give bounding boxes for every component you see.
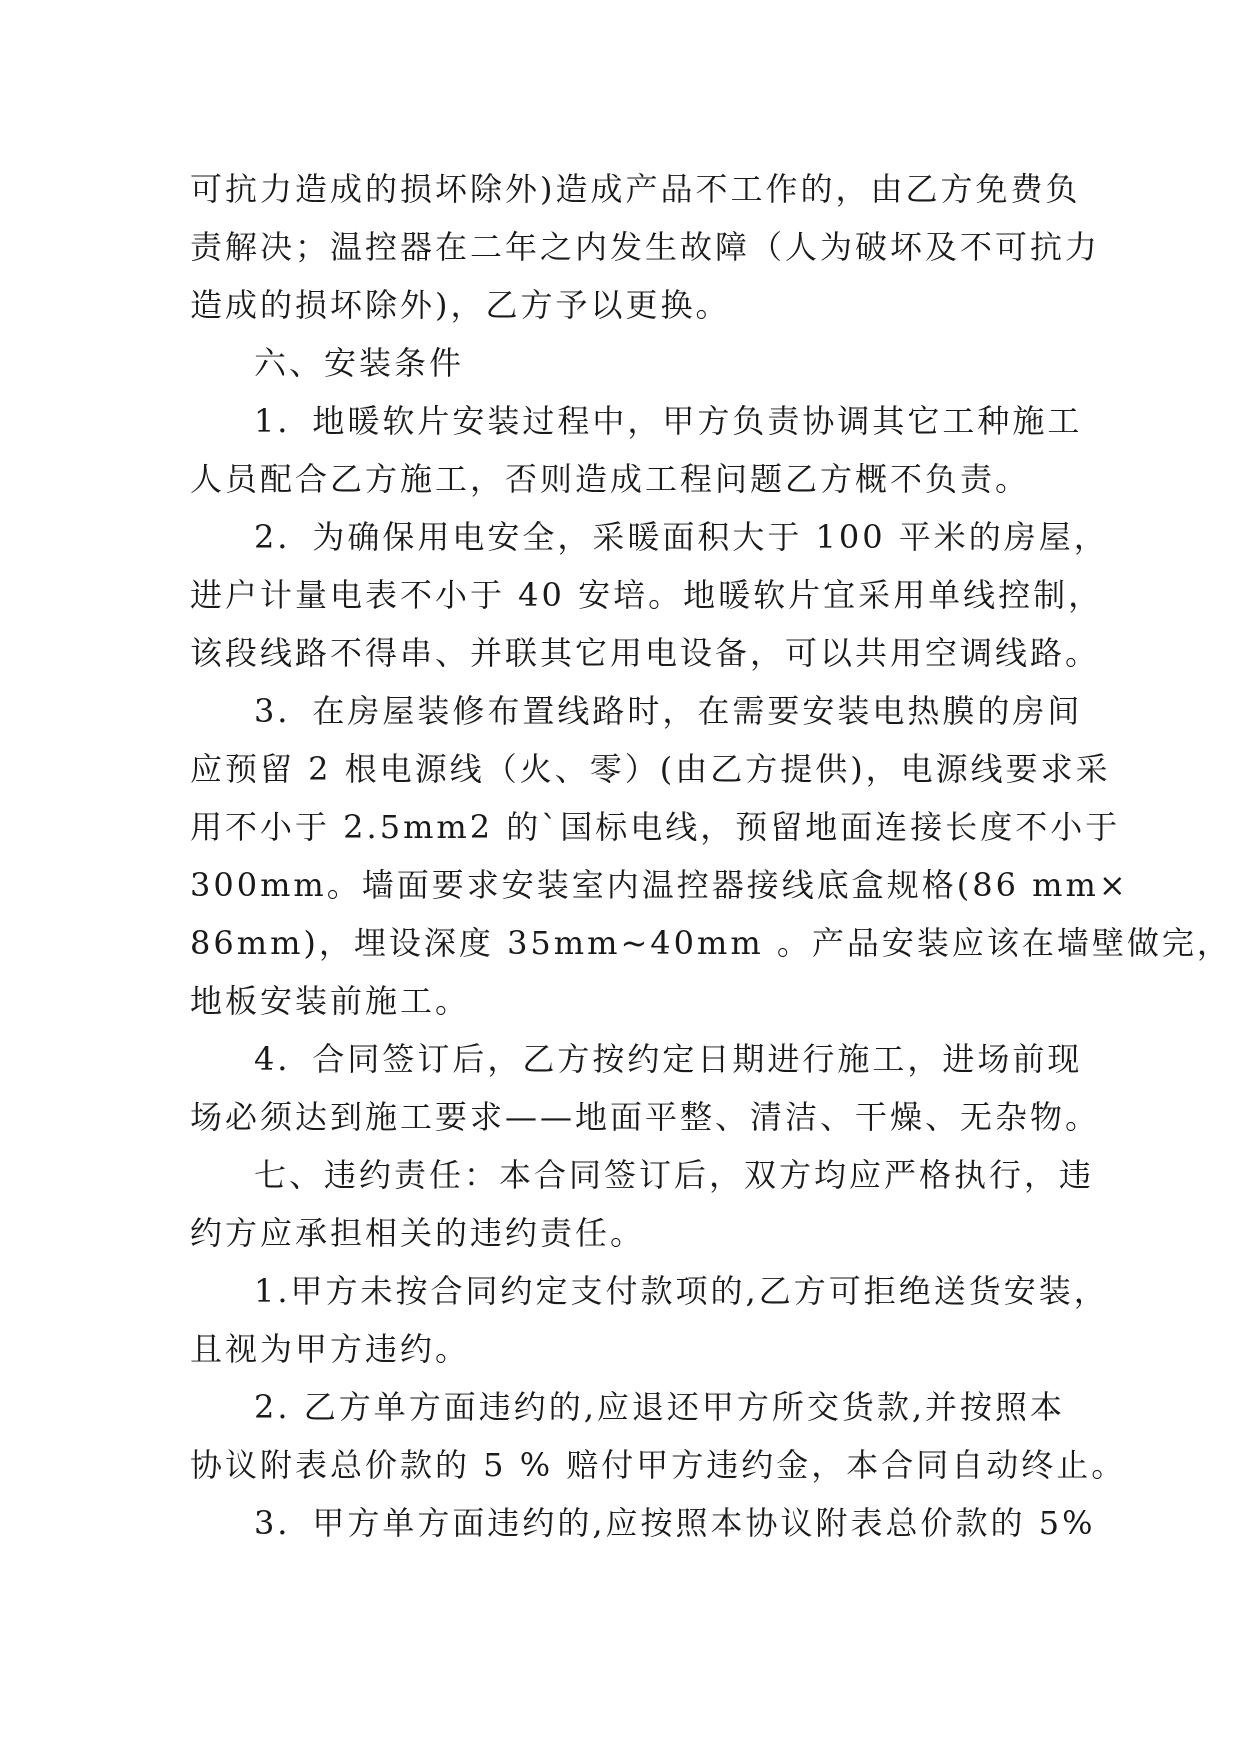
text-line: 3．在房屋装修布置线路时，在需要安装电热膜的房间	[254, 692, 1083, 730]
text-line: 责解决；温控器在二年之内发生故障（人为破坏及不可抗力	[190, 228, 1101, 266]
text-line: 地板安装前施工。	[190, 982, 471, 1020]
text-line: 用不小于 2.5mm2 的`国标电线，预留地面连接长度不小于	[190, 808, 1121, 846]
text-line: 造成的损坏除外)，乙方予以更换。	[190, 286, 731, 324]
text-line: 协议附表总价款的 5 % 赔付甲方违约金，本合同自动终止。	[190, 1446, 1127, 1484]
text-line: 86mm)，埋设深度 35mm~40mm 。产品安装应该在墙壁做完，	[190, 924, 1232, 962]
text-line: 1．地暖软片安装过程中，甲方负责协调其它工种施工	[254, 402, 1083, 440]
text-line: 且视为甲方违约。	[190, 1330, 471, 1368]
document-body	[190, 160, 1232, 1552]
text-line: 可抗力造成的损坏除外)造成产品不工作的，由乙方免费负	[190, 170, 1081, 208]
text-line: 4．合同签订后，乙方按约定日期进行施工，进场前现	[254, 1040, 1083, 1078]
text-line: 七、违约责任：本合同签订后，双方均应严格执行，违	[254, 1156, 1095, 1194]
text-line: 2. 乙方单方面违约的,应退还甲方所交货款,并按照本	[254, 1388, 1066, 1426]
text-line: 1.甲方未按合同约定支付款项的,乙方可拒绝送货安装，	[254, 1272, 1109, 1310]
text-line: 人员配合乙方施工，否则造成工程问题乙方概不负责。	[190, 460, 1031, 498]
text-line: 3．甲方单方面违约的,应按照本协议附表总价款的 5%	[254, 1504, 1096, 1542]
text-line: 场必须达到施工要求——地面平整、清洁、干燥、无杂物。	[190, 1098, 1101, 1136]
text-line: 约方应承担相关的违约责任。	[190, 1214, 646, 1252]
text-line: 该段线路不得串、并联其它用电设备，可以共用空调线路。	[190, 634, 1101, 672]
text-line: 300mm。墙面要求安装室内温控器接线底盒规格(86 mm×	[190, 866, 1129, 904]
text-line: 2．为确保用电安全，采暖面积大于 100 平米的房屋，	[254, 518, 1109, 556]
text-line: 应预留 2 根电源线（火、零）(由乙方提供)，电源线要求采	[190, 750, 1111, 788]
text-line: 进户计量电表不小于 40 安培。地暖软片宜采用单线控制，	[190, 576, 1104, 614]
text-line: 六、安装条件	[254, 344, 465, 382]
